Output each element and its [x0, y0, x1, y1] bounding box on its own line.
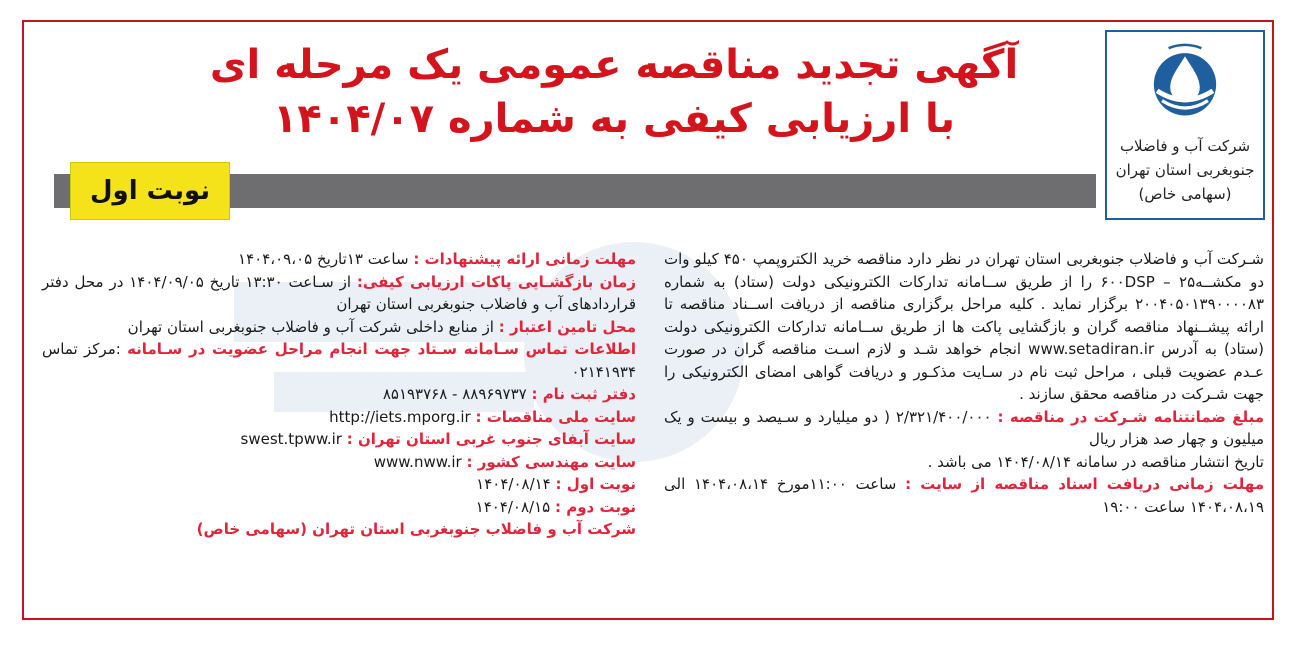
office-label: دفتر ثبت نام : — [531, 385, 636, 403]
company-name — [1116, 134, 1255, 206]
doc-deadline-label: مهلت زمانی دریافت اسناد مناقصه از سایت : — [905, 475, 1264, 493]
doc-deadline-value: ساعت ۱۱:۰۰مورخ ۱۴۰۴،۰۸،۱۴ الی ۱۴۰۴،۰۸،۱۹ ساعت ۱۹:۰۰ — [664, 475, 1264, 516]
submit-row — [42, 248, 636, 271]
company-logo-box — [1105, 30, 1265, 220]
abfa-site-label: سایت آبفای جنوب غربی استان تهران : — [346, 430, 636, 448]
fund-row — [42, 316, 636, 339]
company-name-line1: شرکت آب و فاضلاب — [1119, 137, 1251, 155]
office-row — [42, 383, 636, 406]
tender-site-row — [42, 406, 636, 429]
company-name-line2: جنوبغربی استان تهران — [1115, 161, 1255, 179]
submit-value: ساعت ۱۳تاریخ ۱۴۰۴،۰۹،۰۵ — [238, 250, 409, 268]
abfa-site-link[interactable]: swest.tpww.ir — [240, 430, 342, 448]
company-name-line3: (سهامی خاص) — [1138, 185, 1232, 203]
guarantee-value: ۲/۳۲۱/۴۰۰/۰۰۰ ( دو میلیارد و سـیصد و بیست و یک میلیون و چهار صد هزار ریال — [664, 407, 1264, 448]
notice-frame — [22, 20, 1274, 620]
notice-title-line2: با ارزیابی کیفی به شماره ۱۴۰۴/۰۷ — [273, 96, 955, 142]
contact-row — [42, 338, 636, 383]
left-column — [42, 248, 636, 541]
office-value: ۸۸۹۶۹۷۳۷ - ۸۵۱۹۳۷۶۸ — [382, 385, 527, 403]
publish-date: تاریخ انتشار مناقصه در سامانه ۱۴۰۴/۰۸/۱۴ می باشد . — [927, 452, 1264, 471]
guarantee-row — [664, 406, 1264, 451]
contact-label: اطلاعات تماس سـامانه سـتاد جهت انجام مراحل عضویت در سـامانه — [127, 340, 636, 358]
round-badge: نوبت اول — [70, 162, 230, 220]
second-round-label: نوبت دوم : — [554, 497, 636, 516]
tender-site-link[interactable]: http://iets.mporg.ir — [329, 407, 471, 426]
abfa-site-row — [42, 428, 636, 451]
eng-site-row — [42, 451, 636, 474]
open-value: از سـاعت ۱۳:۳۰ تاریخ ۱۴۰۴/۰۹/۰۵ در محل دفتر قراردادهای آب و فاضلاب جنوبغربی استان تهران — [42, 272, 636, 313]
fund-label: محل تامین اعتبار : — [498, 317, 636, 336]
open-label: زمان بازگشـایی پاکات ارزیابی کیفی: — [356, 272, 636, 291]
first-round-value: ۱۴۰۴/۰۸/۱۴ — [476, 475, 551, 493]
eng-site-link[interactable]: www.nww.ir — [373, 452, 462, 471]
first-round-row — [42, 473, 636, 496]
first-round-label: نوبت اول : — [555, 475, 636, 493]
intro-paragraph: شـرکت آب و فاضلاب جنوبغربی استان تهران در نظر دارد مناقصه خرید الکتروپمپ ۴۵۰ کیلو وات دو مکشــه۲۵ – ۶۰۰DSP را از طریق ســامانه تدارکات الکترونیکی دولت (ستاد) به شماره ۲۰۰۴۰۵۰۱۳۹۰۰۰۰۸۳ برگزار نماید . کلیه مراحل برگزاری مناقصه از دریافت اســناد مناقصه تا ارائه پیشــنهاد مناقصه گران و بازگشایی پاکت ها از طریق ســامانه تدارکات الکترونیکی دولت (ستاد) به آدرس www.setadiran.ir انجام خواهد شـد و لازم اسـت مناقصه گران در صورت عـدم عضویت قبلی ، مراحل ثبت نام در سـایت مذکـور و دریافت گواهی امضای الکترونیکی را جهت شـرکت در مناقصه محقق سازند . — [664, 250, 1265, 403]
water-drop-logo-icon — [1144, 40, 1226, 122]
open-row — [42, 271, 636, 316]
second-round-row — [42, 496, 636, 519]
doc-deadline-row — [664, 473, 1264, 518]
contact-value: :مرکز تماس ۰۲۱۴۱۹۳۴ — [42, 340, 636, 381]
submit-label: مهلت زمانی ارائه پیشنهادات : — [413, 250, 636, 268]
signature: شرکت آب و فاضلاب جنوبغربی استان تهران (سهامی خاص) — [196, 520, 636, 538]
notice-title-line1: آگهی تجدید مناقصه عمومی یک مرحله ای — [209, 42, 1019, 88]
second-round-value: ۱۴۰۴/۰۸/۱۵ — [475, 497, 551, 516]
fund-value: از منابع داخلی شرکت آب و فاضلاب جنوبغربی استان تهران — [127, 317, 494, 336]
eng-site-label: سایت مهندسی کشور : — [466, 452, 636, 471]
tender-site-label: سایت ملی مناقصات : — [475, 407, 636, 426]
right-column — [664, 248, 1264, 518]
guarantee-label: مبلغ ضمانتنامه شـرکت در مناقصه : — [997, 407, 1264, 426]
